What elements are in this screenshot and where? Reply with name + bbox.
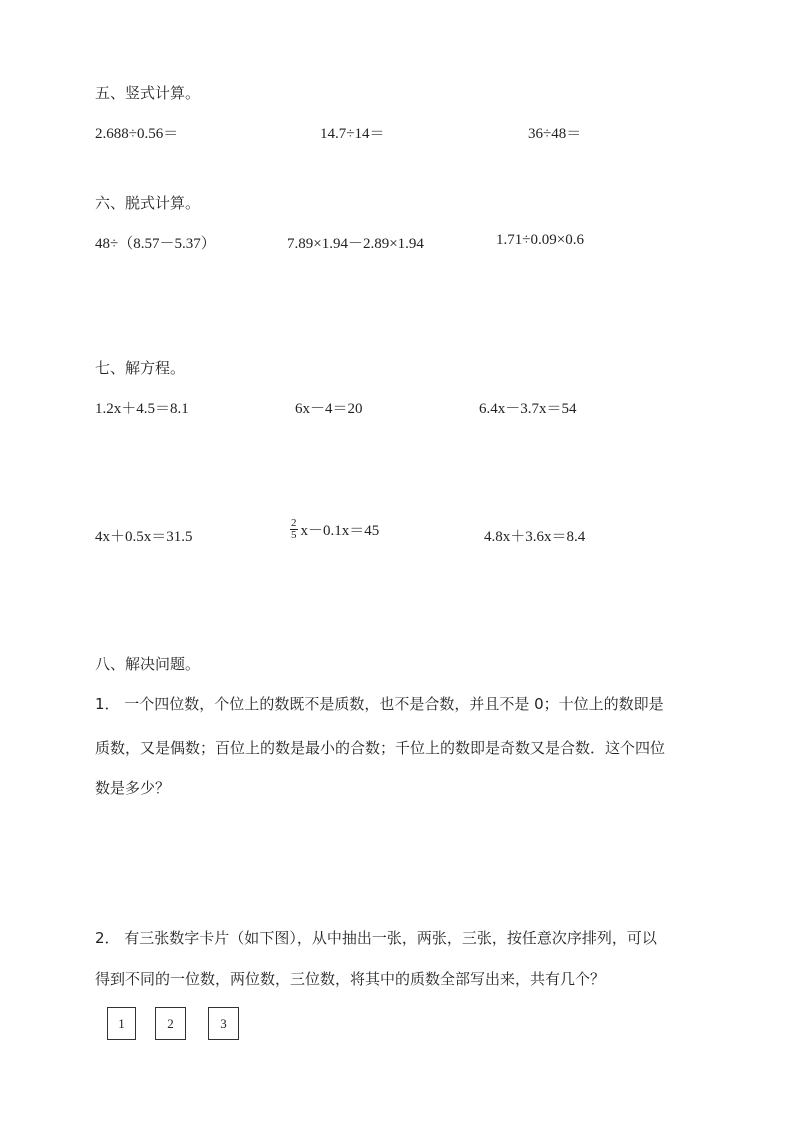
fraction-numerator: 2: [291, 517, 297, 529]
section-8-title: 八、解决问题。: [95, 655, 201, 673]
equation-6: 4.8x＋3.6x＝8.4: [484, 529, 586, 545]
equation-5: [290, 518, 379, 541]
section-6-title: 六、脱式计算。: [95, 194, 201, 212]
fraction-denominator: 5: [291, 529, 297, 541]
problem-2-line-2: 得到不同的一位数，两位数，三位数，将其中的质数全部写出来，共有几个？: [95, 970, 606, 988]
equation-2: 6x－4＝20: [295, 401, 363, 417]
number-card-1: 1: [107, 1007, 136, 1040]
section-5-title: 五、竖式计算。: [95, 84, 201, 102]
step-calc-2: 7.89×1.94－2.89×1.94: [287, 236, 424, 252]
step-calc-1: 48÷（8.57－5.37）: [95, 236, 216, 252]
problem-1-line-1: 1． 一个四位数，个位上的数既不是质数，也不是合数，并且不是 0；十位上的数即是: [95, 695, 664, 713]
vertical-calc-1: 2.688÷0.56＝: [95, 126, 179, 142]
problem-2-line-1: 2． 有三张数字卡片（如下图），从中抽出一张，两张，三张，按任意次序排列，可以: [95, 929, 657, 947]
vertical-calc-2: 14.7÷14＝: [320, 126, 385, 142]
problem-1-line-3: 数是多少？: [95, 779, 171, 797]
equation-3: 6.4x－3.7x＝54: [479, 401, 577, 417]
problem-1-line-2: 质数，又是偶数；百位上的数是最小的合数；千位上的数即是奇数又是合数．这个四位: [95, 739, 666, 757]
section-7-title: 七、解方程。: [95, 359, 186, 377]
vertical-calc-3: 36÷48＝: [528, 126, 582, 142]
number-card-3: 3: [208, 1007, 239, 1040]
equation-1: 1.2x＋4.5＝8.1: [95, 401, 189, 417]
step-calc-3: 1.71÷0.09×0.6: [496, 232, 584, 248]
equation-4: 4x＋0.5x＝31.5: [95, 529, 193, 545]
number-card-2: 2: [155, 1007, 186, 1040]
fraction: [290, 518, 298, 541]
equation-5-rest: x－0.1x＝45: [300, 523, 380, 539]
